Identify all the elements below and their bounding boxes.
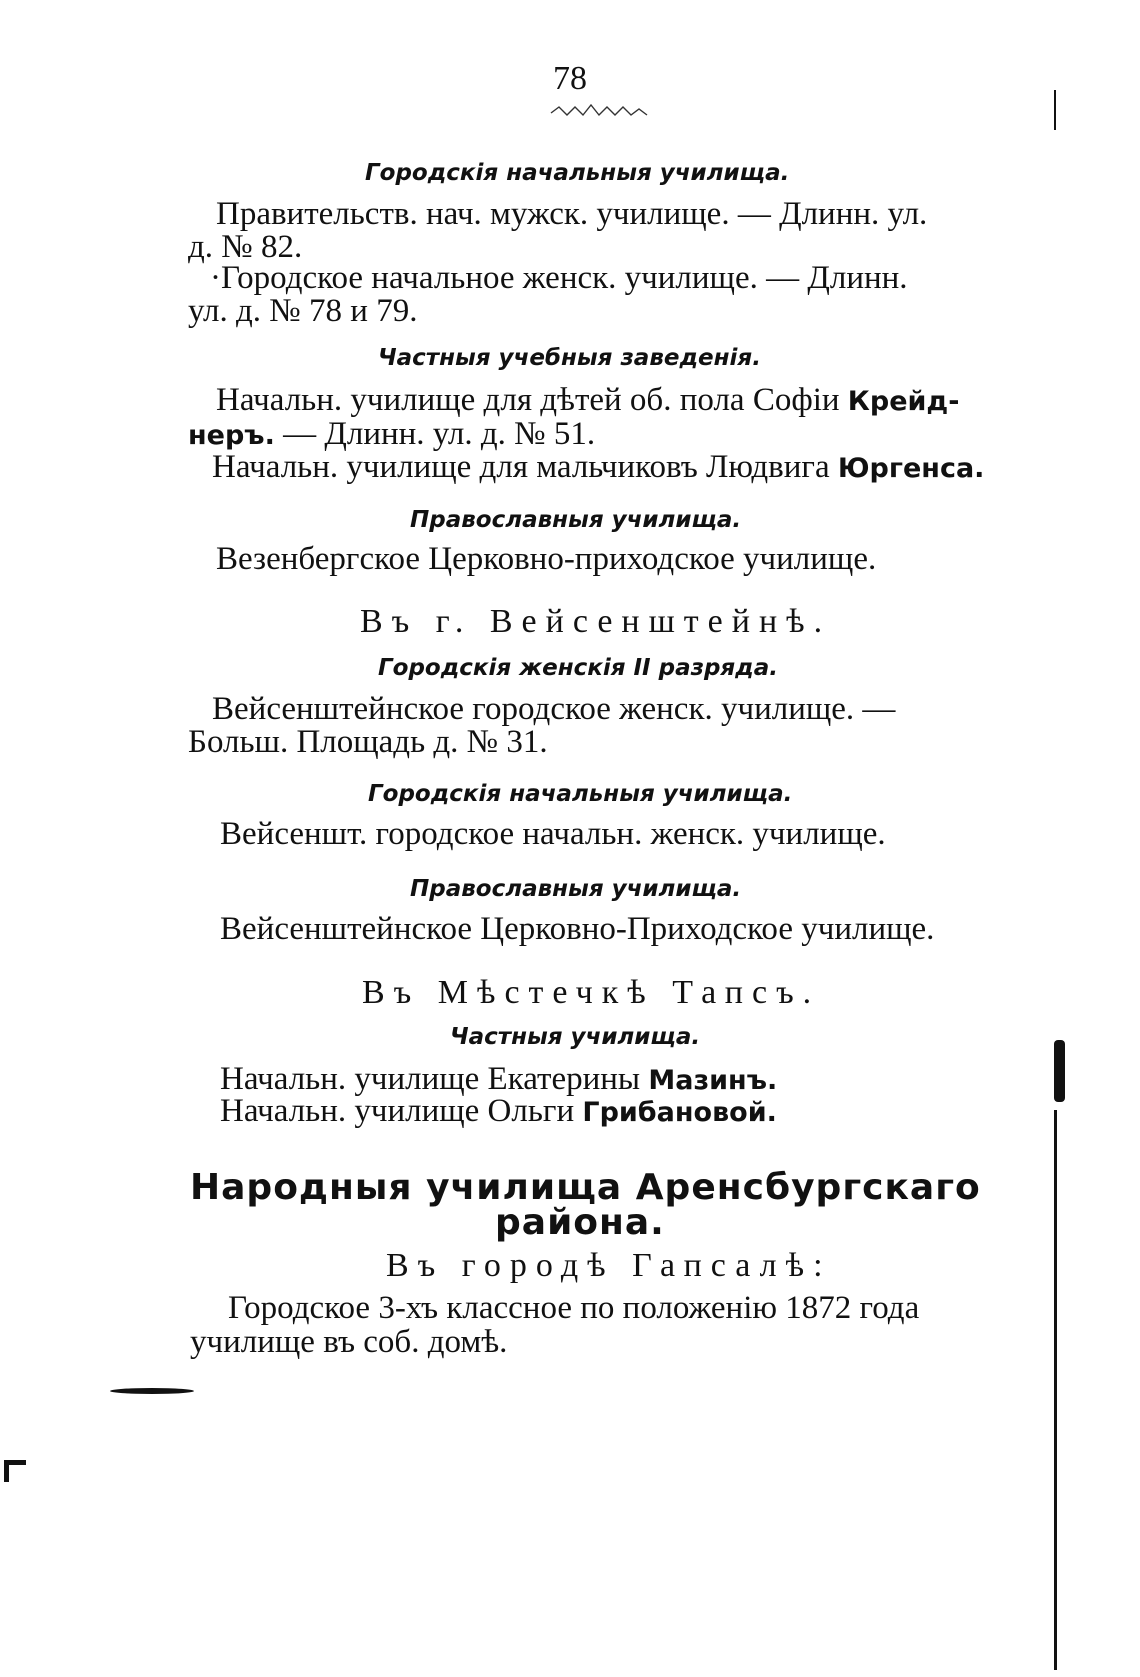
entry-text: Начальн. училище Екатерины [220, 1061, 641, 1097]
entry-text: Начальн. училище для дѣтей об. пола Софіи [216, 382, 840, 418]
entry-line: Правительств. нач. мужск. училище. — Длинн. ул. [216, 196, 928, 232]
entry-line: Городское 3-хъ классное по положенію 1872 года [228, 1290, 920, 1326]
town-heading: Въ городѣ Гапсалѣ: [386, 1247, 832, 1284]
ornament-divider [549, 103, 649, 119]
scan-artifact [1054, 1040, 1065, 1102]
entry-line: Вейсенштейнское Церковно-Приходское училище. [220, 911, 935, 947]
entry-line [220, 1063, 777, 1096]
town-heading: Въ Мѣстечкѣ Тапсъ. [362, 974, 821, 1011]
entry-name-bold: Юргенса. [837, 453, 985, 484]
section-title: Частныя училища. [450, 1024, 701, 1050]
entry-line [188, 418, 595, 451]
entry-line [220, 1095, 777, 1128]
entry-line: Везенбергское Церковно-приходское училище. [216, 541, 877, 577]
scan-artifact [4, 1460, 26, 1465]
section-title: Православныя училища. [410, 507, 742, 533]
town-heading: Въ г. Вейсенштейнѣ. [360, 603, 832, 640]
entry-line: Вейсенштейнское городское женск. училище. — [212, 691, 896, 727]
entry-text: Начальн. училище Ольги [220, 1093, 575, 1129]
entry-line: Больш. Площадь д. № 31. [188, 724, 548, 760]
scan-artifact [110, 1388, 194, 1394]
entry-name-bold: Грибановой. [582, 1097, 777, 1128]
entry-line: д. № 82. [188, 229, 303, 265]
entry-line [216, 384, 959, 417]
entry-text: Начальн. училище для мальчиковъ Людвига [212, 449, 830, 485]
entry-name-bold: неръ. [188, 420, 275, 451]
section-title: Городскія начальныя училища. [368, 781, 793, 807]
entry-line: училище въ соб. домѣ. [190, 1324, 508, 1360]
section-title: Городскія женскія II разряда. [378, 655, 779, 681]
page-number: 78 [553, 60, 587, 97]
entry-line [212, 451, 984, 484]
entry-line: ·Городское начальное женск. училище. — Длинн. [210, 260, 908, 296]
main-heading-line: Народныя училища Аренсбургскаго [190, 1167, 981, 1208]
section-title: Православныя училища. [410, 876, 742, 902]
entry-line: ул. д. № 78 и 79. [188, 293, 418, 329]
entry-name-bold: Мазинъ. [648, 1065, 778, 1096]
entry-name-bold: Крейд- [847, 386, 960, 417]
scan-artifact [1054, 90, 1056, 130]
section-title: Частныя учебныя заведенія. [378, 345, 761, 371]
section-title: Городскія начальныя училища. [365, 160, 790, 186]
scan-artifact [1054, 1110, 1057, 1670]
main-heading-line: района. [495, 1202, 665, 1243]
entry-line: Вейсеншт. городское начальн. женск. училище. [220, 816, 886, 852]
entry-text: — Длинн. ул. д. № 51. [283, 416, 596, 452]
